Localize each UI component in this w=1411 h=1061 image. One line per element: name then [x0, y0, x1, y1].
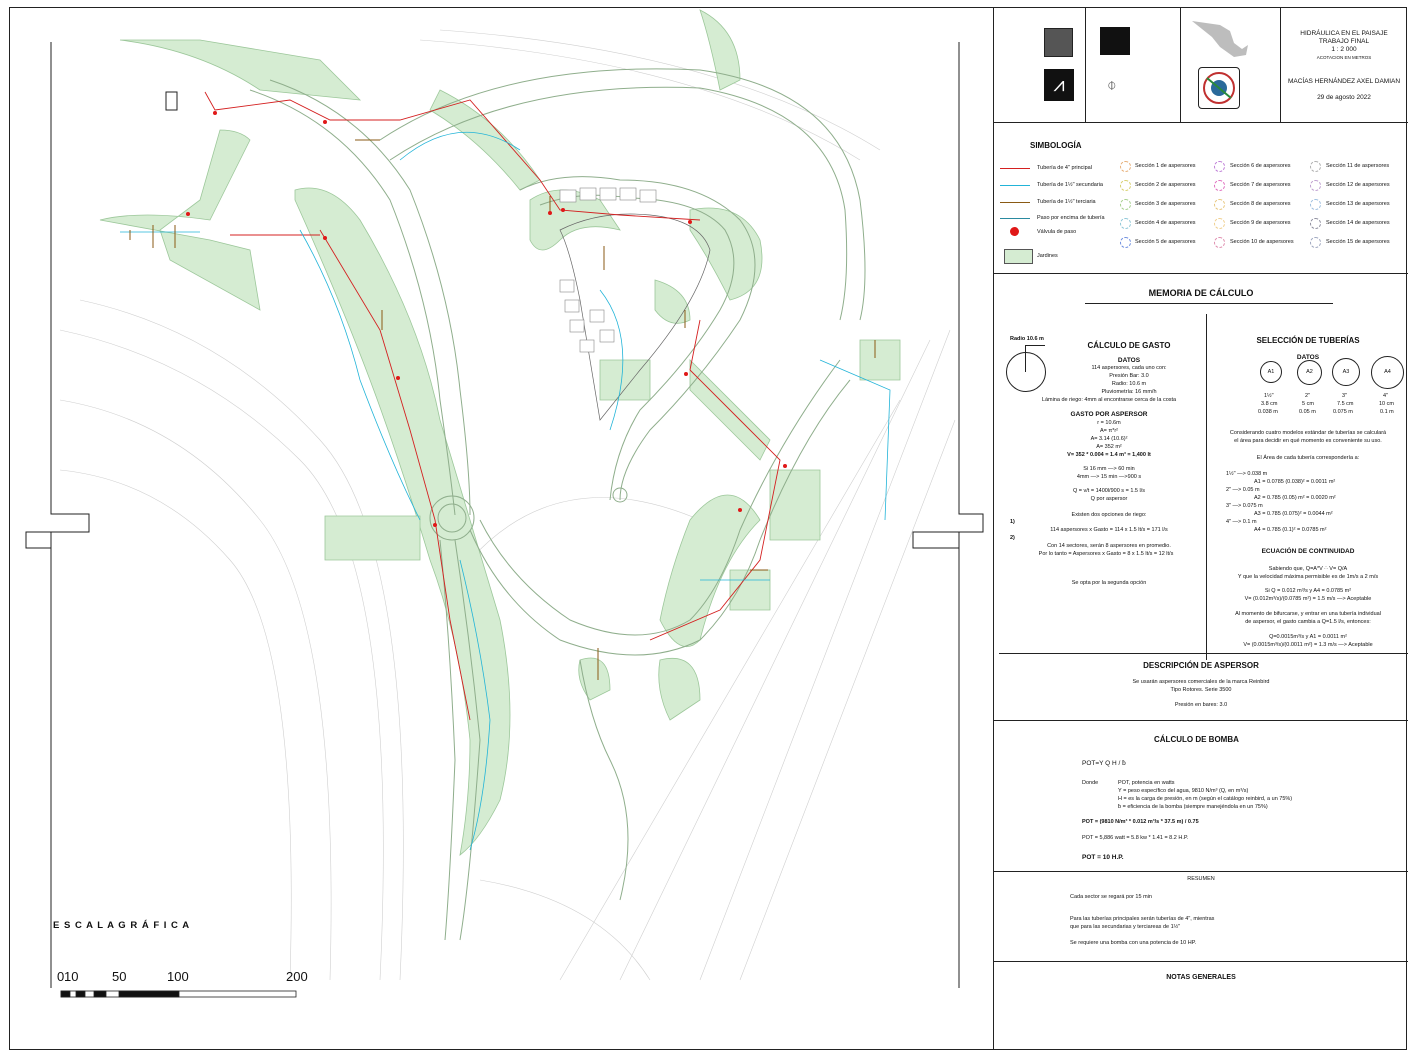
q-caption: Q por aspersor	[1090, 496, 1128, 502]
zone-12-swatch	[1310, 180, 1321, 191]
legend-zone-7: Sección 7 de aspersores	[1230, 182, 1291, 188]
pump-donde: Donde	[1082, 780, 1099, 786]
legend-crossing: Paso por encima de tubería	[1037, 215, 1105, 221]
legend-zone-11: Sección 11 de aspersores	[1326, 163, 1390, 169]
option-1: 114 aspersores x Gasto = 114 x 1.5 lt/s = 171 l/s	[1050, 527, 1168, 533]
scale-tick-0: 0	[57, 969, 65, 984]
zone-7-swatch	[1214, 180, 1225, 191]
zone-15-swatch	[1310, 237, 1321, 248]
legend-valve: Válvula de paso	[1037, 229, 1077, 235]
area-line-7: 4" —> 0.1 m	[1226, 519, 1257, 525]
plan-frame	[26, 42, 983, 988]
zone-5-swatch	[1120, 237, 1131, 248]
mexico-map-icon	[1190, 17, 1250, 59]
north-arrow-icon: ⌽	[1107, 77, 1117, 94]
pipe-a1-inch: 1½"	[1264, 393, 1274, 399]
pipe-a4-label: A4	[1384, 369, 1391, 375]
pump-formula: POT=Y Q H / ƀ	[1082, 760, 1126, 767]
continuity-title: ECUACIÓN DE CONTINUIDAD	[1261, 548, 1355, 555]
scale-bar	[61, 991, 296, 997]
pump-calc-2: POT = 5,886 watt = 5.8 kw * 1.41 = 8.2 H.P.	[1082, 835, 1189, 841]
notes-block	[994, 962, 1408, 1050]
pipe-a4-cm: 10 cm	[1379, 401, 1394, 407]
calc-line-2: A= π*r²	[1099, 428, 1118, 434]
legend-title: SIMBOLOGÍA	[1030, 141, 1082, 150]
garden-areas	[100, 10, 900, 855]
pump-def-2: Y = peso específico del agua, 9810 N/m³ (Q, en m³/s)	[1118, 788, 1249, 794]
pump-block	[994, 721, 1408, 872]
scale-tick-200: 200	[286, 969, 308, 984]
option-2-line-2: Por lo tanto = Aspersores x Gasto = 8 x 1.5 lt/s = 12 lt/s	[1038, 551, 1174, 557]
tuberias-datos-title: DATOS	[1296, 354, 1320, 361]
pipe-a3-label: A3	[1342, 369, 1350, 375]
cont-line-6: de aspersor, el gasto cambia a Q=1.5 l/s, entonces:	[1245, 619, 1371, 625]
area-line-3: 2" —> 0.05 m	[1226, 487, 1260, 493]
zone-4-swatch	[1120, 218, 1131, 229]
summary-block	[994, 872, 1408, 962]
legend-zone-3: Sección 3 de aspersores	[1135, 201, 1196, 207]
cont-line-3: Si Q = 0.012 m³/s y A4 = 0.0785 m²	[1264, 588, 1352, 594]
por-aspersor-title: GASTO POR ASPERSOR	[1070, 411, 1148, 418]
legend-zone-5: Sección 5 de aspersores	[1135, 239, 1196, 245]
valve-swatch	[1010, 227, 1019, 236]
cont-line-7: Q=0.0015m³/s y A1 = 0.0011 m²	[1269, 634, 1347, 640]
gasto-dato-5: Lámina de riego: 4mm al encontrarse cerca de la costa	[1041, 397, 1177, 403]
zone-11-swatch	[1310, 161, 1321, 172]
gasto-dato-3: Radio: 10.6 m	[1111, 381, 1147, 387]
option-1-num: 1)	[1010, 519, 1015, 525]
pump-def-1: POT, potencia en watts	[1118, 780, 1175, 786]
scale-ratio: 1 : 2 000	[1331, 46, 1357, 53]
radius-label: Radio 10.6 m	[1010, 336, 1044, 342]
cont-line-8: V= (0.0015m³/s)/(0.0011 m²) = 1.3 m/s —> Aceptable	[1243, 642, 1373, 648]
tuberias-intro-2: el área para decidir en qué momento es conveniente su uso.	[1234, 438, 1382, 444]
tuberias-title: SELECCIÓN DE TUBERÍAS	[1256, 336, 1360, 345]
area-line-4: A2 = 0.785 (0.05) m² = 0.0020 m²	[1254, 495, 1336, 501]
area-line-6: A3 = 0.785 (0.075)² = 0.0044 m²	[1254, 511, 1333, 517]
calc-line-3: A= 3.14 (10.6)²	[1090, 436, 1128, 442]
cont-line-2: Y que la velocidad máxima permisible es de 1m/s a 2 m/s	[1237, 574, 1379, 580]
legend-zone-4: Sección 4 de aspersores	[1135, 220, 1196, 226]
summary-line-3: que para las secundarias y terciareas de 1½"	[1070, 924, 1181, 930]
title-panel	[993, 7, 1407, 1050]
assignment-title: TRABAJO FINAL	[1318, 38, 1370, 45]
cont-line-5: Al momento de bifurcarse, y entrar en una tubería individual	[1235, 611, 1381, 617]
pump-result: POT = 10 H.P.	[1082, 854, 1124, 861]
area-line-8: A4 = 0.785 (0.1)² = 0.0785 m²	[1254, 527, 1327, 533]
legend-zone-10: Sección 10 de aspersores	[1230, 239, 1294, 245]
legend-tertiary-pipe: Tubería de 1½" terciaria	[1037, 199, 1096, 205]
pipe-a4-inch: 4"	[1383, 393, 1389, 399]
zone-8-swatch	[1214, 199, 1225, 210]
options-title: Existen dos opciones de riego:	[1071, 512, 1147, 518]
main-pipe-swatch	[1000, 168, 1030, 169]
building-marker	[166, 92, 177, 110]
units-note: ACOTACION EN METROS	[1316, 55, 1372, 60]
course-title: HIDRÁULICA EN EL PAISAJE	[1300, 30, 1388, 37]
pipe-a2-label: A2	[1306, 369, 1313, 375]
gasto-conclusion: Se opta por la segunda opción	[1071, 580, 1147, 586]
memory-title: MEMORIA DE CÁLCULO	[1148, 288, 1254, 298]
legend-zone-8: Sección 8 de aspersores	[1230, 201, 1291, 207]
zone-3-swatch	[1120, 199, 1131, 210]
pipe-a2-inch: 2"	[1305, 393, 1311, 399]
gasto-dato-2: Presión Bar: 3.0	[1109, 373, 1149, 379]
pipe-a2-m: 0.05 m	[1299, 409, 1316, 415]
radius-circle-icon	[1006, 352, 1046, 392]
gasto-dato-1: 114 aspersores, cada uno con:	[1091, 365, 1167, 371]
summary-line-1: Cada sector se regará por 15 min	[1070, 894, 1152, 900]
legend-zone-12: Sección 12 de aspersores	[1326, 182, 1390, 188]
area-line-5: 3" —> 0.075 m	[1226, 503, 1263, 509]
legend-zone-2: Sección 2 de aspersores	[1135, 182, 1196, 188]
sprinkler-line-3: Presión en bares: 3.0	[1174, 702, 1228, 708]
gasto-title: CÁLCULO DE GASTO	[1087, 341, 1171, 350]
calc-line-4: A= 352 m²	[1096, 444, 1122, 450]
legend-garden: Jardines	[1037, 253, 1058, 259]
scale-tick-50: 50	[112, 969, 127, 984]
gasto-datos-title: DATOS	[1117, 357, 1141, 364]
option-2-line-1: Con 14 sectores, serán 8 aspersores en promedio.	[1047, 543, 1171, 549]
legend-zone-9: Sección 9 de aspersores	[1230, 220, 1291, 226]
pipe-a4-m: 0.1 m	[1380, 409, 1394, 415]
legend-secondary-pipe: Tubería de 1½" secundaria	[1037, 182, 1103, 188]
arch-logo: ⩘	[1044, 69, 1074, 101]
legend-zone-15: Sección 15 de aspersores	[1326, 239, 1390, 245]
faculty-logo	[1100, 27, 1130, 55]
time-line-2: 4mm —> 15 min —>900 s	[1076, 474, 1142, 480]
pump-def-4: ƀ = eficiencia de la bomba (siempre manejéndola en un 75%)	[1118, 804, 1268, 810]
sprinkler-title: DESCRIPCIÓN DE ASPERSOR	[1143, 661, 1259, 670]
pipe-a2-cm: 5 cm	[1302, 401, 1314, 407]
summary-line-4: Se requiere una bomba con una potencia de 10 HP.	[1070, 940, 1197, 946]
sprinkler-block	[994, 654, 1408, 721]
zone-13-swatch	[1310, 199, 1321, 210]
zone-2-swatch	[1120, 180, 1131, 191]
pipe-a3-m: 0.075 m	[1333, 409, 1353, 415]
legend-zone-14: Sección 14 de aspersores	[1326, 220, 1390, 226]
summary-title: RESUMEN	[1187, 876, 1215, 882]
pipe-a1-m: 0.038 m	[1258, 409, 1278, 415]
legend-zone-13: Sección 13 de aspersores	[1326, 201, 1390, 207]
legend-main-pipe: Tubería de 4" principal	[1037, 165, 1092, 171]
cont-line-4: V= (0.012m³/s)/(0.0785 m²) = 1.5 m/s —> Aceptable	[1244, 596, 1372, 602]
area-line-1: 1½" —> 0.038 m	[1226, 471, 1268, 477]
area-title: El Área de cada tubería correspondería a:	[1256, 455, 1360, 461]
pipe-a1-label: A1	[1267, 369, 1275, 375]
garden-swatch	[1004, 249, 1033, 264]
unam-logo	[1044, 28, 1073, 57]
secondary-pipe-swatch	[1000, 185, 1030, 186]
area-line-2: A1 = 0.0785 (0.038)² = 0.0011 m²	[1254, 479, 1336, 485]
zone-9-swatch	[1214, 218, 1225, 229]
valves	[186, 111, 787, 527]
notes-title: NOTAS GENERALES	[1166, 974, 1236, 981]
option-2-num: 2)	[1010, 535, 1015, 541]
pipe-a1-cm: 3.8 cm	[1261, 401, 1278, 407]
scale-tick-10: 10	[64, 969, 79, 984]
header-block	[994, 7, 1408, 123]
pipe-a3-inch: 3"	[1342, 393, 1348, 399]
zone-10-swatch	[1214, 237, 1225, 248]
tuberias-intro-1: Considerando cuatro modelos estándar de tuberías se calculará	[1229, 430, 1387, 436]
pump-calc-1: POT = (9810 N/m³ * 0.012 m³/s * 37.5 m) / 0.75	[1082, 819, 1199, 825]
legend-zone-6: Sección 6 de aspersores	[1230, 163, 1291, 169]
scale-tick-100: 100	[167, 969, 189, 984]
zone-14-swatch	[1310, 218, 1321, 229]
project-emblem-icon	[1198, 67, 1240, 109]
legend-block	[994, 123, 1408, 274]
cont-line-1: Sabiendo que, Q=A*V ∴ V= Q/A	[1268, 566, 1348, 572]
summary-line-2: Para las tuberías principales serán tuberías de 4", mientras	[1070, 916, 1215, 922]
author-name: MACÍAS HERNÁNDEZ AXEL DAMIAN	[1287, 78, 1401, 85]
pipe-a3-cm: 7.5 cm	[1337, 401, 1354, 407]
legend-zone-1: Sección 1 de aspersores	[1135, 163, 1196, 169]
calc-line-1: r = 10.6m	[1097, 420, 1121, 426]
pump-def-3: H = es la carga de presión, en m (según el catálogo reinbird, a un 75%)	[1118, 796, 1293, 802]
tertiary-pipe-swatch	[1000, 202, 1030, 203]
sprinkler-line-2: Tipo Rotores. Serie 3500	[1170, 687, 1232, 693]
zone-1-swatch	[1120, 161, 1131, 172]
scale-title: E S C A L A G R Á F I C A	[53, 920, 191, 931]
pump-title: CÁLCULO DE BOMBA	[1154, 735, 1239, 744]
crossing-swatch	[1000, 218, 1030, 219]
time-line-1: Si 16 mm —> 60 min	[1083, 466, 1135, 472]
sprinkler-line-1: Se usarán aspersores comerciales de la marca Reinbird	[1132, 679, 1270, 685]
q-formula: Q = v/t = 1400l/900 s = 1.5 l/s	[1072, 488, 1145, 494]
date-label: 29 de agosto 2022	[1317, 94, 1371, 101]
gasto-dato-4: Pluviometría: 16 mm/h	[1101, 389, 1157, 395]
calc-memory-block	[994, 274, 1408, 660]
calc-line-5: V= 352 * 0.004 = 1.4 m³ = 1,400 lt	[1067, 452, 1151, 458]
zone-6-swatch	[1214, 161, 1225, 172]
